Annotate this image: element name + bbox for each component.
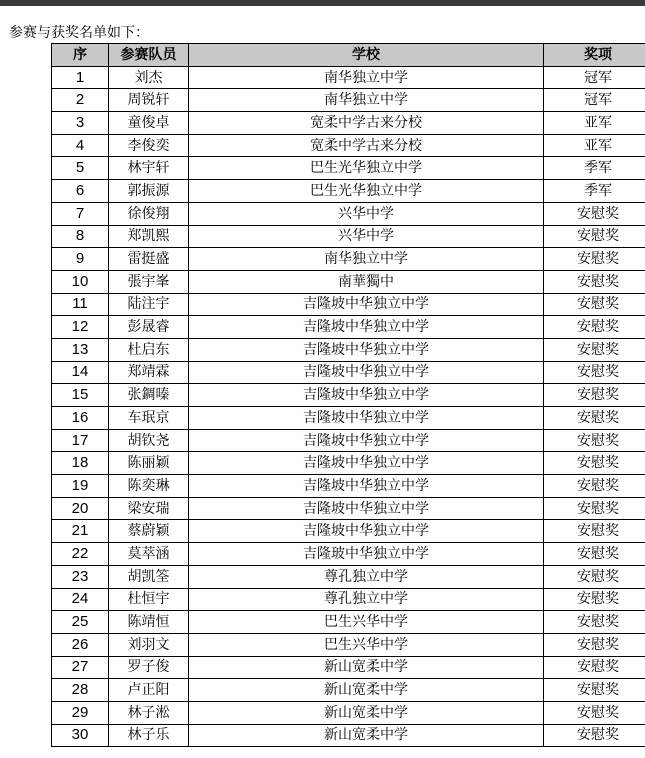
cell-number: 20 — [52, 497, 109, 520]
cell-award: 安慰奖 — [544, 361, 645, 384]
cell-school: 巴生兴华中学 — [189, 611, 544, 634]
cell-number: 27 — [52, 656, 109, 679]
cell-number: 2 — [52, 89, 109, 112]
header-participant: 参赛队员 — [109, 44, 189, 67]
cell-award: 安慰奖 — [544, 338, 645, 361]
cell-school: 南華獨中 — [189, 270, 544, 293]
cell-participant: 張宇峯 — [109, 270, 189, 293]
cell-number: 17 — [52, 429, 109, 452]
cell-participant: 张錭嗪 — [109, 384, 189, 407]
table-row — [52, 270, 645, 293]
cell-number: 11 — [52, 293, 109, 316]
cell-school: 新山宽柔中学 — [189, 701, 544, 724]
cell-participant: 雷挺盛 — [109, 248, 189, 271]
cell-award: 季军 — [544, 157, 645, 180]
cell-number: 15 — [52, 384, 109, 407]
cell-number: 12 — [52, 316, 109, 339]
table-row — [52, 112, 645, 135]
cell-number: 3 — [52, 112, 109, 135]
cell-number: 29 — [52, 701, 109, 724]
cell-number: 28 — [52, 679, 109, 702]
table-row — [52, 293, 645, 316]
cell-number: 18 — [52, 452, 109, 475]
cell-award: 安慰奖 — [544, 724, 645, 747]
cell-school: 尊孔独立中学 — [189, 588, 544, 611]
cell-number: 13 — [52, 338, 109, 361]
table-row — [52, 157, 645, 180]
table-row — [52, 338, 645, 361]
cell-participant: 陈丽颖 — [109, 452, 189, 475]
cell-school: 吉隆坡中华独立中学 — [189, 520, 544, 543]
cell-school: 宽柔中学古来分校 — [189, 112, 544, 135]
table-header-row — [52, 44, 645, 67]
cell-participant: 刘羽文 — [109, 633, 189, 656]
cell-school: 巴生光华独立中学 — [189, 157, 544, 180]
table-body — [52, 66, 645, 747]
table-row — [52, 611, 645, 634]
cell-number: 23 — [52, 565, 109, 588]
cell-award: 安慰奖 — [544, 475, 645, 498]
cell-school: 吉隆坡中华独立中学 — [189, 293, 544, 316]
cell-award: 安慰奖 — [544, 701, 645, 724]
cell-participant: 彭晟睿 — [109, 316, 189, 339]
cell-participant: 卢正阳 — [109, 679, 189, 702]
cell-school: 吉隆玻中华独立中学 — [189, 543, 544, 566]
cell-award: 安慰奖 — [544, 248, 645, 271]
cell-participant: 梁安瑞 — [109, 497, 189, 520]
cell-participant: 莫萃涵 — [109, 543, 189, 566]
table-row — [52, 520, 645, 543]
cell-school: 兴华中学 — [189, 202, 544, 225]
cell-award: 安慰奖 — [544, 452, 645, 475]
cell-school: 巴生兴华中学 — [189, 633, 544, 656]
cell-number: 16 — [52, 407, 109, 430]
cell-school: 吉隆坡中华独立中学 — [189, 338, 544, 361]
cell-participant: 蔡蔚颖 — [109, 520, 189, 543]
table-row — [52, 724, 645, 747]
table-row — [52, 588, 645, 611]
cell-award: 安慰奖 — [544, 429, 645, 452]
cell-number: 7 — [52, 202, 109, 225]
cell-school: 兴华中学 — [189, 225, 544, 248]
cell-award: 冠军 — [544, 89, 645, 112]
cell-participant: 杜启东 — [109, 338, 189, 361]
cell-school: 尊孔独立中学 — [189, 565, 544, 588]
table-row — [52, 180, 645, 203]
cell-award: 亚军 — [544, 134, 645, 157]
cell-school: 吉隆坡中华独立中学 — [189, 361, 544, 384]
table-row — [52, 384, 645, 407]
cell-award: 安慰奖 — [544, 270, 645, 293]
cell-award: 安慰奖 — [544, 565, 645, 588]
table-row — [52, 633, 645, 656]
cell-award: 季军 — [544, 180, 645, 203]
cell-award: 安慰奖 — [544, 497, 645, 520]
cell-number: 22 — [52, 543, 109, 566]
table-row — [52, 565, 645, 588]
cell-number: 19 — [52, 475, 109, 498]
cell-award: 安慰奖 — [544, 520, 645, 543]
cell-participant: 罗子俊 — [109, 656, 189, 679]
table-row — [52, 475, 645, 498]
cell-participant: 刘杰 — [109, 66, 189, 89]
header-school: 学校 — [189, 44, 544, 67]
cell-award: 安慰奖 — [544, 202, 645, 225]
table-row — [52, 679, 645, 702]
cell-participant: 杜恒宇 — [109, 588, 189, 611]
cell-school: 新山宽柔中学 — [189, 679, 544, 702]
cell-participant: 陈奕琳 — [109, 475, 189, 498]
cell-participant: 徐俊翔 — [109, 202, 189, 225]
cell-award: 安慰奖 — [544, 679, 645, 702]
cell-participant: 陆注宇 — [109, 293, 189, 316]
cell-participant: 胡钦尧 — [109, 429, 189, 452]
cell-participant: 车珉京 — [109, 407, 189, 430]
cell-award: 亚军 — [544, 112, 645, 135]
table-row — [52, 429, 645, 452]
cell-participant: 郑凯熙 — [109, 225, 189, 248]
table-row — [52, 452, 645, 475]
table-row — [52, 225, 645, 248]
table-row — [52, 89, 645, 112]
cell-number: 10 — [52, 270, 109, 293]
cell-school: 南华独立中学 — [189, 89, 544, 112]
cell-participant: 林子乐 — [109, 724, 189, 747]
cell-participant: 周锐轩 — [109, 89, 189, 112]
cell-number: 26 — [52, 633, 109, 656]
cell-number: 5 — [52, 157, 109, 180]
cell-school: 吉隆坡中华独立中学 — [189, 452, 544, 475]
cell-participant: 胡凯筌 — [109, 565, 189, 588]
cell-participant: 郑靖霖 — [109, 361, 189, 384]
cell-school: 南华独立中学 — [189, 66, 544, 89]
cell-number: 8 — [52, 225, 109, 248]
cell-number: 30 — [52, 724, 109, 747]
cell-school: 吉隆坡中华独立中学 — [189, 407, 544, 430]
cell-number: 24 — [52, 588, 109, 611]
cell-participant: 林宇轩 — [109, 157, 189, 180]
table-row — [52, 407, 645, 430]
table-row — [52, 361, 645, 384]
cell-award: 安慰奖 — [544, 225, 645, 248]
cell-number: 25 — [52, 611, 109, 634]
cell-award: 安慰奖 — [544, 543, 645, 566]
cell-number: 14 — [52, 361, 109, 384]
cell-school: 宽柔中学古来分校 — [189, 134, 544, 157]
table-row — [52, 248, 645, 271]
cell-award: 安慰奖 — [544, 588, 645, 611]
table-row — [52, 656, 645, 679]
participants-table — [51, 43, 645, 747]
cell-participant: 李俊奕 — [109, 134, 189, 157]
cell-participant: 童俊卓 — [109, 112, 189, 135]
cell-school: 南华独立中学 — [189, 248, 544, 271]
cell-award: 安慰奖 — [544, 611, 645, 634]
cell-number: 21 — [52, 520, 109, 543]
cell-award: 安慰奖 — [544, 407, 645, 430]
cell-number: 1 — [52, 66, 109, 89]
top-border-bar — [0, 0, 645, 6]
cell-award: 安慰奖 — [544, 384, 645, 407]
cell-participant: 陈靖恒 — [109, 611, 189, 634]
cell-school: 吉隆坡中华独立中学 — [189, 475, 544, 498]
cell-participant: 郭振源 — [109, 180, 189, 203]
cell-award: 安慰奖 — [544, 633, 645, 656]
table-row — [52, 66, 645, 89]
cell-school: 吉隆坡中华独立中学 — [189, 316, 544, 339]
table-row — [52, 497, 645, 520]
table-row — [52, 202, 645, 225]
header-number: 序 — [52, 44, 109, 67]
table-row — [52, 701, 645, 724]
cell-school: 新山宽柔中学 — [189, 656, 544, 679]
cell-number: 4 — [52, 134, 109, 157]
cell-participant: 林子淞 — [109, 701, 189, 724]
cell-award: 冠军 — [544, 66, 645, 89]
table-row — [52, 316, 645, 339]
cell-number: 9 — [52, 248, 109, 271]
cell-award: 安慰奖 — [544, 293, 645, 316]
cell-award: 安慰奖 — [544, 656, 645, 679]
cell-school: 新山宽柔中学 — [189, 724, 544, 747]
intro-text: 参赛与获奖名单如下： — [9, 25, 149, 41]
cell-school: 巴生光华独立中学 — [189, 180, 544, 203]
cell-school: 吉隆坡中华独立中学 — [189, 429, 544, 452]
cell-school: 吉隆坡中华独立中学 — [189, 497, 544, 520]
cell-award: 安慰奖 — [544, 316, 645, 339]
table-row — [52, 543, 645, 566]
header-award: 奖项 — [544, 44, 645, 67]
cell-number: 6 — [52, 180, 109, 203]
table-row — [52, 134, 645, 157]
cell-school: 吉隆坡中华独立中学 — [189, 384, 544, 407]
